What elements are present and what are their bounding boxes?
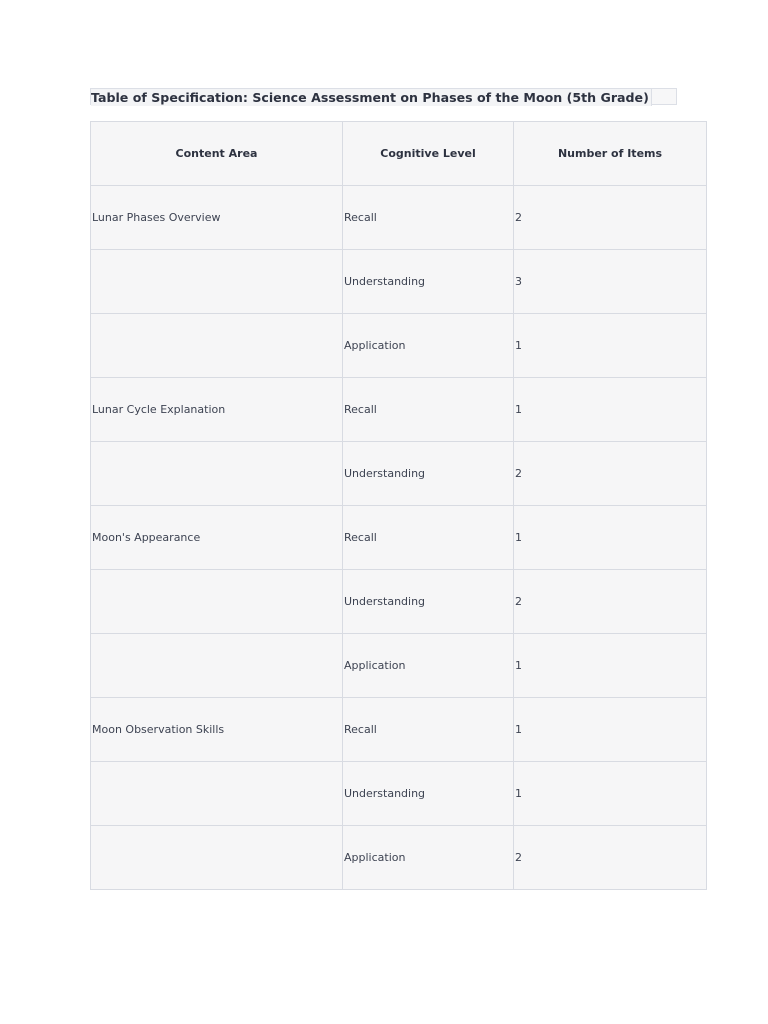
table-row xyxy=(91,314,707,378)
cell-content-area xyxy=(91,442,343,506)
cell-number-of-items: 2 xyxy=(514,570,707,634)
cell-content-area xyxy=(91,826,343,890)
cell-content-area xyxy=(91,570,343,634)
cell-cognitive-level: Application xyxy=(343,826,514,890)
cell-content-area xyxy=(91,634,343,698)
cell-cognitive-level: Recall xyxy=(343,186,514,250)
cell-cognitive-level: Recall xyxy=(343,506,514,570)
cell-number-of-items: 1 xyxy=(514,634,707,698)
cell-cognitive-level: Application xyxy=(343,634,514,698)
cell-content-area xyxy=(91,314,343,378)
cell-cognitive-level: Application xyxy=(343,314,514,378)
table-row xyxy=(91,570,707,634)
cell-content-area: Moon's Appearance xyxy=(91,506,343,570)
header-content-area: Content Area xyxy=(91,122,343,186)
table-row xyxy=(91,506,707,570)
header-number-of-items: Number of Items xyxy=(514,122,707,186)
cell-cognitive-level: Recall xyxy=(343,698,514,762)
cell-number-of-items: 2 xyxy=(514,186,707,250)
table-header-row xyxy=(91,122,707,186)
cell-number-of-items: 2 xyxy=(514,826,707,890)
cell-cognitive-level: Understanding xyxy=(343,250,514,314)
table-row xyxy=(91,186,707,250)
specification-table xyxy=(90,121,707,890)
cell-content-area: Lunar Cycle Explanation xyxy=(91,378,343,442)
cell-cognitive-level: Understanding xyxy=(343,762,514,826)
table-row xyxy=(91,250,707,314)
table-row xyxy=(91,442,707,506)
cell-content-area: Moon Observation Skills xyxy=(91,698,343,762)
cell-cognitive-level: Understanding xyxy=(343,442,514,506)
cell-content-area xyxy=(91,250,343,314)
document-title: Table of Specification: Science Assessment on Phases of the Moon (5th Grade) xyxy=(91,89,652,106)
document-title-box xyxy=(90,88,677,105)
table-row xyxy=(91,634,707,698)
cell-number-of-items: 3 xyxy=(514,250,707,314)
table-row xyxy=(91,826,707,890)
cell-number-of-items: 1 xyxy=(514,762,707,826)
cell-number-of-items: 1 xyxy=(514,378,707,442)
cell-cognitive-level: Understanding xyxy=(343,570,514,634)
cell-number-of-items: 2 xyxy=(514,442,707,506)
table-row xyxy=(91,378,707,442)
cell-number-of-items: 1 xyxy=(514,506,707,570)
table-row xyxy=(91,762,707,826)
cell-number-of-items: 1 xyxy=(514,314,707,378)
cell-content-area xyxy=(91,762,343,826)
table-row xyxy=(91,698,707,762)
cell-content-area: Lunar Phases Overview xyxy=(91,186,343,250)
header-cognitive-level: Cognitive Level xyxy=(343,122,514,186)
cell-number-of-items: 1 xyxy=(514,698,707,762)
cell-cognitive-level: Recall xyxy=(343,378,514,442)
